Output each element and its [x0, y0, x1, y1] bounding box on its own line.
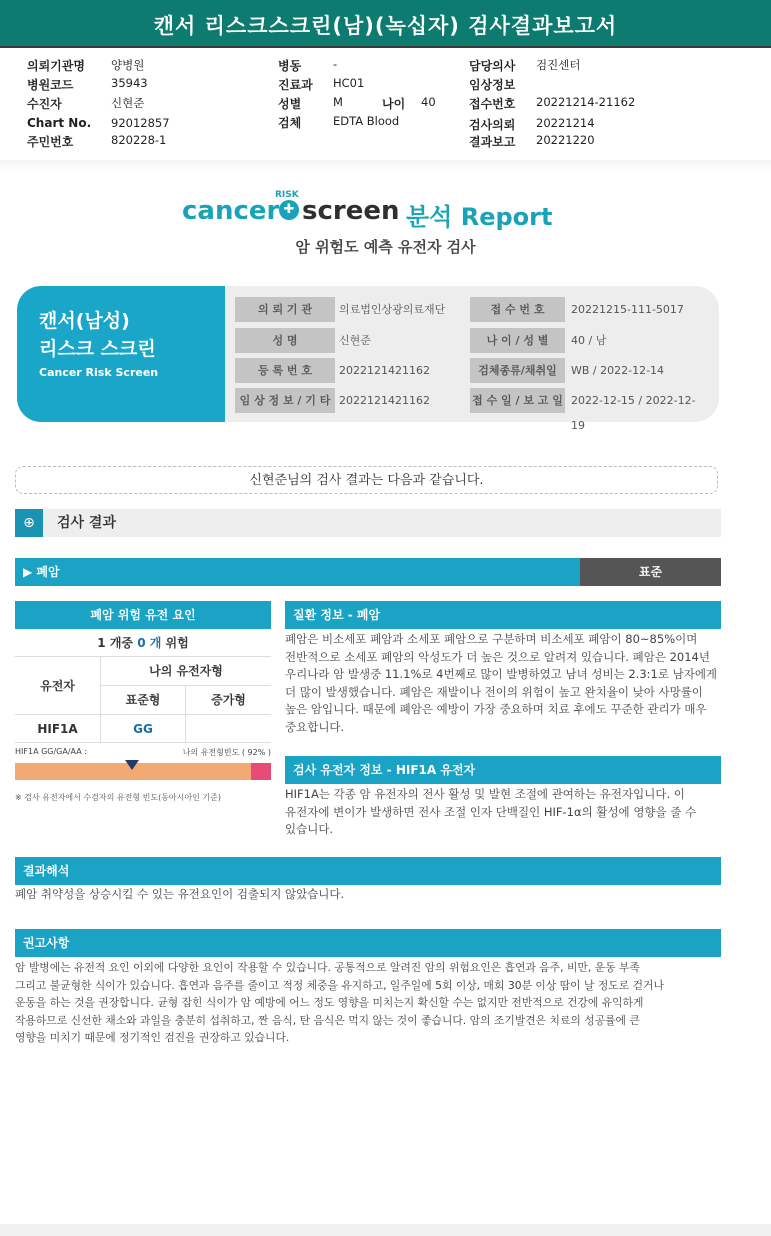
meta-row — [27, 116, 170, 130]
gene-summary — [15, 629, 271, 657]
meta-row — [278, 114, 400, 131]
cancer-screen-logo — [182, 192, 582, 232]
info-key: 검체종류/채취일 — [470, 358, 565, 383]
info-key: 의 뢰 기 관 — [235, 297, 335, 322]
page-bottom-edge — [0, 1224, 771, 1236]
gauge-right-label: 나의 유전형빈도 ( 92% ) — [182, 748, 271, 757]
meta-value: 신현준 — [111, 96, 145, 110]
meta-value: 35943 — [111, 76, 148, 90]
gauge-high-segment — [251, 763, 271, 780]
text-line: 전반적으로 소세포 폐암의 악성도가 더 높은 것으로 알려져 있습니다. 폐암은 2014년 — [285, 649, 710, 664]
info-key: 임 상 정 보 / 기 타 — [235, 388, 335, 413]
meta-value: 820228-1 — [111, 133, 167, 147]
info-key: 등 록 번 호 — [235, 358, 335, 383]
meta-value: - — [333, 57, 338, 71]
col-gene-header: 유전자 — [15, 657, 101, 715]
meta-row — [27, 133, 167, 150]
meta-key: 수진자 — [27, 97, 62, 111]
text-line: 높은 암입니다. 때문에 폐암은 예방이 가장 중요하며 치료 후에도 꾸준한 관리가 매우 — [285, 702, 707, 716]
interpretation-text: 폐암 취약성을 상승시킬 수 있는 유전요인이 검출되지 않았습니다. — [15, 887, 345, 901]
disease-info-text — [285, 631, 721, 736]
meta-key: 검체 — [278, 116, 302, 130]
cancer-type-bar: ▶ 폐암 — [15, 558, 580, 586]
info-key: 성 명 — [235, 328, 335, 353]
logo-word: cancer — [182, 196, 280, 226]
divider — [0, 160, 771, 172]
info-key: 접 수 번 호 — [470, 297, 565, 322]
section-title: 검사 결과 — [57, 515, 116, 531]
logo-report: 분석 Report — [406, 203, 553, 231]
result-message: 신현준님의 검사 결과는 다음과 같습니다. — [15, 466, 718, 494]
meta-key: 주민번호 — [27, 135, 74, 149]
report-title: 캔서 리스크스크린(남)(녹십자) 검사결과보고서 — [0, 0, 771, 48]
meta-row — [278, 95, 343, 112]
text-line: 그리고 불균형한 식이가 있습니다. 흡연과 음주를 줄이고 적정 체중을 유지하고, 일주일에 5회 이상, 매회 30분 이상 땀이 날 정도로 걷거나 — [15, 978, 664, 992]
badge-line: 리스크 스크린 — [39, 338, 156, 360]
info-value: 2022-12-15 / 2022-12-19 — [571, 394, 696, 432]
patient-meta — [0, 50, 771, 162]
gene-risk-table — [15, 601, 271, 743]
disease-info-header: 질환 정보 - 폐암 — [285, 601, 721, 629]
recommendation-header: 권고사항 — [15, 929, 721, 957]
meta-key: 결과보고 — [469, 135, 516, 149]
meta-key: 검사의뢰 — [469, 118, 516, 132]
meta-key: 진료과 — [278, 78, 313, 92]
summary-suffix: 위험 — [161, 636, 189, 650]
gauge-labels — [15, 747, 271, 756]
text-line: HIF1A는 각종 암 유전자의 전사 활성 및 발현 조절에 관여하는 유전자입니다. 이 — [285, 787, 685, 801]
meta-key: 접수번호 — [469, 97, 516, 111]
std-genotype: GG — [101, 715, 186, 743]
meta-row — [278, 76, 365, 93]
text-line: 영향을 미치기 때문에 정기적인 검진을 권장하고 있습니다. — [15, 1031, 290, 1044]
meta-value: EDTA Blood — [333, 114, 400, 128]
meta-value: 양병원 — [111, 58, 145, 72]
col-std-header: 표준형 — [101, 686, 186, 715]
info-value: 20221215-111-5017 — [571, 303, 684, 316]
meta-key: 병동 — [278, 59, 302, 73]
meta-value: 40 — [421, 95, 436, 109]
gene-table-title: 폐암 위험 유전 요인 — [15, 601, 271, 629]
meta-key: 나이 — [382, 97, 406, 111]
frequency-gauge — [15, 763, 271, 780]
report-subtitle: 암 위험도 예측 유전자 검사 — [295, 238, 476, 256]
meta-value: HC01 — [333, 76, 365, 90]
info-value: 신현준 — [339, 334, 371, 347]
meta-row — [278, 57, 338, 74]
meta-value: 검진센터 — [536, 58, 581, 72]
info-value: 2022121421162 — [339, 364, 430, 377]
gene-info-text — [285, 786, 721, 839]
info-value: WB / 2022-12-14 — [571, 364, 665, 377]
interpretation-header: 결과해석 — [15, 857, 721, 885]
text-line: 유전자에 변이가 발생하면 전사 조절 인자 단백질인 HIF-1α의 활성에 영향을 줄 수 — [285, 804, 697, 819]
meta-row — [469, 116, 595, 133]
badge-line: Cancer Risk Screen — [39, 366, 159, 379]
risk-status-badge: 표준 — [580, 558, 721, 586]
meta-key: Chart No. — [27, 116, 92, 130]
meta-row — [469, 57, 581, 74]
text-line: 운동을 하는 것을 권장합니다. 균형 잡힌 식이가 암 예방에 어느 정도 영향을 미치는지 확신할 수는 없지만 전반적으로 건강에 유익하게 — [15, 996, 644, 1009]
text-line: 중요합니다. — [285, 719, 345, 734]
medical-kit-icon: ⊕ — [15, 509, 43, 537]
meta-key: 성별 — [278, 97, 302, 111]
text-line: 더 많이 발생했습니다. 폐암은 재발이나 전이의 위험이 높고 완치율이 낮아 사망률이 — [285, 684, 703, 699]
logo-word: screen — [302, 196, 400, 226]
meta-row — [469, 76, 515, 93]
meta-key: 병원코드 — [27, 78, 74, 92]
recommendation-text — [15, 959, 721, 1047]
gauge-left-label: HIF1A GG/GA/AA : — [15, 747, 87, 756]
meta-row — [27, 57, 145, 74]
plus-icon: ✚ — [279, 200, 299, 220]
badge-line: 캔서(남성) — [39, 310, 130, 332]
inc-genotype — [186, 715, 271, 743]
col-inc-header: 증가형 — [186, 686, 271, 715]
text-line: 암 발병에는 유전적 요인 이외에 다양한 요인이 작용할 수 있습니다. 공통적으로 알려진 암의 위험요인은 흡연과 음주, 비만, 운동 부족 — [15, 961, 640, 974]
col-my-header: 나의 유전자형 — [101, 657, 271, 686]
meta-key: 담당의사 — [469, 59, 516, 73]
info-value: 40 / 남 — [571, 334, 607, 347]
meta-row — [469, 95, 636, 112]
meta-key: 의뢰기관명 — [27, 59, 85, 73]
patient-info-box — [17, 286, 719, 432]
section-header — [15, 509, 721, 537]
gene-name: HIF1A — [15, 715, 101, 743]
text-line: 있습니다. — [285, 822, 334, 836]
gene-info-header: 검사 유전자 정보 - HIF1A 유전자 — [285, 756, 721, 784]
meta-value: 20221220 — [536, 133, 595, 147]
meta-row — [382, 95, 436, 112]
text-line: 작용하므로 신선한 채소와 과일을 충분히 섭취하고, 짠 음식, 탄 음식은 먹지 않는 것이 좋습니다. 암의 조기발견은 치료의 성공률에 큰 — [15, 1013, 640, 1027]
meta-value: 20221214-21162 — [536, 95, 636, 109]
meta-row — [469, 133, 595, 150]
info-key: 접 수 일 / 보 고 일 — [470, 388, 565, 413]
info-value: 2022121421162 — [339, 394, 430, 407]
meta-row — [27, 76, 148, 93]
product-badge — [17, 286, 225, 422]
summary-prefix: 1 개중 — [97, 636, 138, 650]
logo-risk: RISK — [275, 190, 299, 200]
gauge-note: ※ 검사 유전자에서 수검자의 유전형 빈도(동아시아인 기준) — [15, 793, 221, 802]
risk-count: 0 개 — [137, 636, 162, 650]
meta-key: 임상정보 — [469, 78, 516, 92]
info-key: 나 이 / 성 별 — [470, 328, 565, 353]
meta-value: 20221214 — [536, 116, 595, 130]
meta-value: 92012857 — [111, 116, 170, 130]
info-value: 의료법인상광의료재단 — [339, 303, 446, 316]
text-line: 우리나라 암 발생중 11.1%로 4번째로 많이 발병하였고 남녀 성비는 2.3:1로 남자에게 — [285, 667, 718, 681]
meta-value: M — [333, 95, 343, 109]
gauge-marker-icon — [125, 760, 139, 770]
meta-row — [27, 95, 145, 112]
text-line: 폐암은 비소세포 폐암과 소세포 폐암으로 구분하며 비소세포 폐암이 80~85%이며 — [285, 632, 698, 646]
